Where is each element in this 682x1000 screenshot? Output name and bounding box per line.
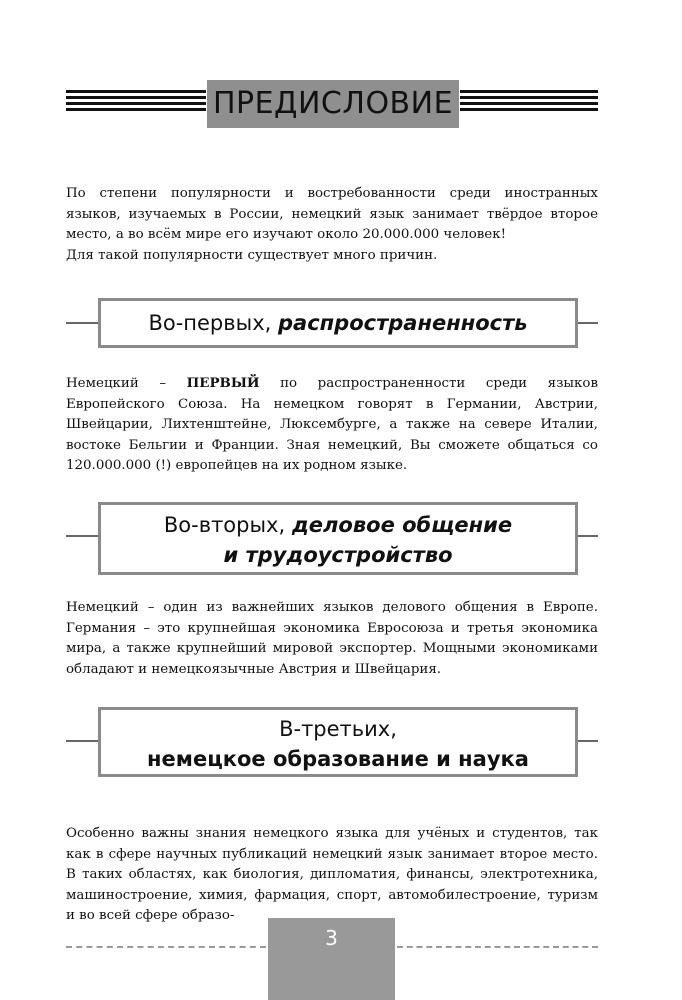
body-text: Особенно важны знания немецкого языка для учёных и студентов, так как в сфере научных публикаций немецкий язык занимает второе место. В таких областях, как биология, дипломатия, финансы, электротехника, машиностроение, химия, фармация, спорт, автомобилестроение, туризм и во всей сфере образо-	[66, 826, 598, 923]
section-prefix: В-третьих,	[279, 717, 397, 741]
section-heading: немецкое образование и наука	[147, 747, 529, 771]
section-rule-left	[66, 322, 100, 324]
section-body-1	[66, 373, 598, 477]
section-rule-right	[576, 322, 598, 324]
page-number: 3	[268, 918, 395, 1000]
section-body-2	[66, 598, 598, 680]
body-bold-text: ПЕРВЫЙ	[186, 375, 260, 391]
body-text: Немецкий – один из важнейших языков делового общения в Европе. Германия – это крупнейшая экономика Евросоюза и третья экономика мира, а также крупнейший мировой экспортер. Мощными экономиками обладают и немецкоязычные Австрия и Швейцария.	[66, 600, 598, 677]
section-body-3	[66, 824, 598, 927]
body-text: Немецкий –	[66, 376, 187, 391]
section-prefix: Во-первых,	[148, 311, 278, 335]
section-rule-right	[576, 740, 598, 742]
page-title: ПРЕДИСЛОВИЕ	[207, 80, 459, 128]
section-prefix: Во-вторых,	[163, 513, 292, 537]
section-rule-left	[66, 740, 100, 742]
title-rule-right	[460, 90, 598, 118]
section-header-2	[98, 502, 578, 575]
footer-rule-right	[397, 946, 598, 948]
section-heading: распространенность	[278, 311, 528, 335]
section-rule-left	[66, 535, 100, 537]
body-text: по распространенности среди языков Европейского Союза. На немецком говорят в Германии, Австрии, Швейцарии, Лихтенштейне, Люксембурге, а также на севере Италии, востоке Бельгии и Франции. Зная немецкий, Вы сможете общаться со 120.000.000 (!) европейцев на их родном языке.	[66, 376, 599, 473]
intro-text-2: Для такой популярности существует много причин.	[66, 247, 438, 263]
footer-rule-left	[66, 946, 266, 948]
section-header-3	[98, 707, 578, 777]
intro-text: По степени популярности и востребованности среди иностранных языков, изучаемых в России, немецкий язык занимает твёрдое второе место, а во всём мире его изучают около 20.000.000 человек!	[66, 186, 598, 242]
section-heading-line2: и трудоустройство	[223, 543, 453, 567]
section-heading: деловое общение	[291, 513, 513, 537]
section-header-1	[98, 298, 578, 348]
title-rule-left	[66, 90, 206, 118]
intro-paragraph	[66, 184, 598, 266]
section-rule-right	[576, 535, 598, 537]
